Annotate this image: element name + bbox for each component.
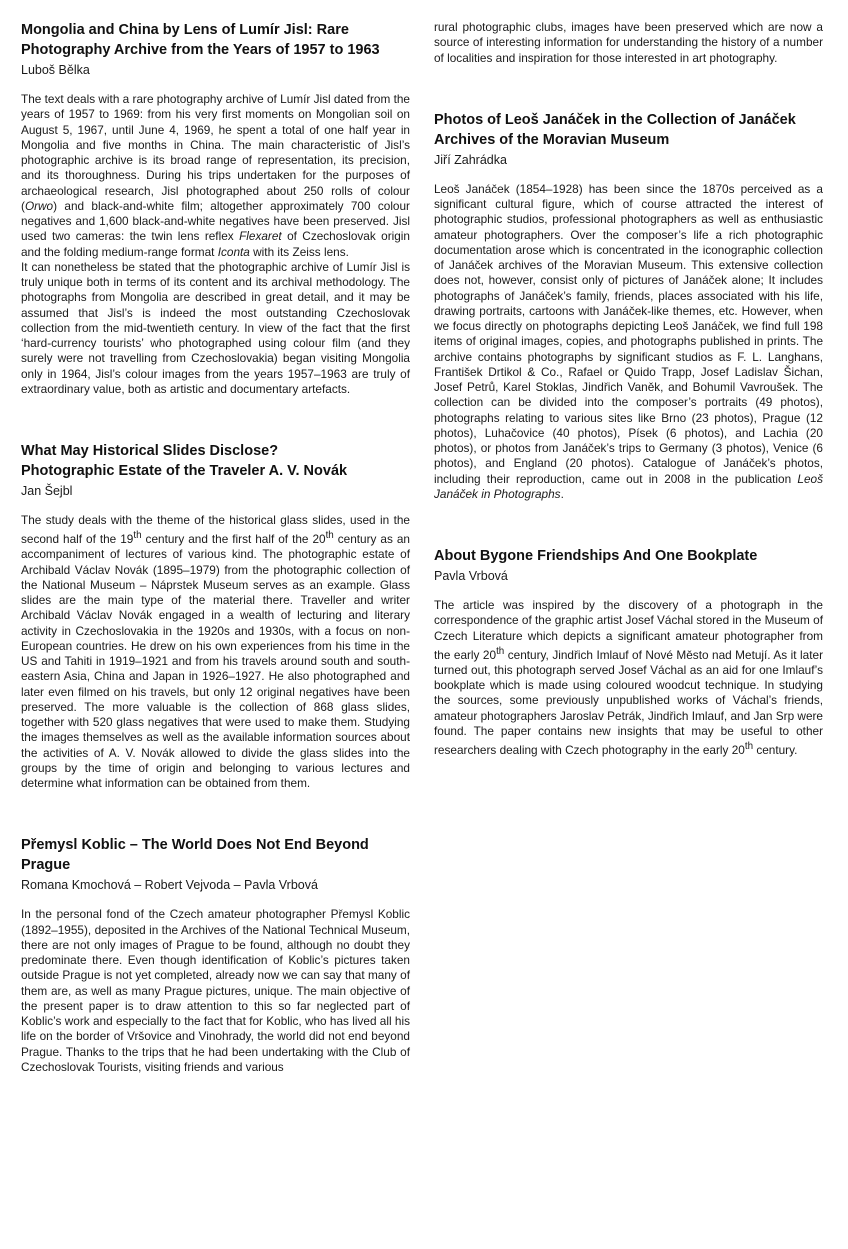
superscript: th <box>744 741 754 753</box>
article-title: About Bygone Friendships And One Bookplate <box>434 548 758 564</box>
right-column <box>434 20 823 758</box>
article-vachal <box>434 546 823 758</box>
article-author: Jan Šejbl <box>21 484 73 498</box>
abstract-text: century and the first half of the 20 <box>141 532 326 547</box>
abstract-paragraph: In the personal fond of the Czech amateur photographer Přemysl Koblic (1892–1955), deposited in the Archives of the National Technical Museum, there are not only images of Prague to be found, although no doubt they predominate there. Even though identification of Koblic’s pictures taken outside Prague is not yet completed, already now we can say that many of them are, as well as many Prague pictures, unique. The main objective of the present paper is to draw attention to this so far neglected part of Koblic’s work and especially to the fact that for Koblic, who has lived all his life on the border of Vršovice and Vinohrady, the world did not end beyond Prague. Thanks to the trips that he had been undertaking with the Club of Czechoslovak Tourists, visiting friends and various <box>21 907 410 1074</box>
abstract-continuation: rural photographic clubs, images have been preserved which are now a source of interesting information for understanding the history of a number of localities and inspiration for those interested in art photography. <box>434 20 823 65</box>
article-title: Přemysl Koblic – The World Does Not End Beyond Prague <box>21 837 369 874</box>
title-line-2: Photographic Estate of the Traveler A. V. Novák <box>21 463 348 479</box>
italic-term: Flexaret <box>239 229 282 244</box>
abstract-text: The study deals with the theme of the historical glass slides, used in the second half of the 19 <box>21 513 410 547</box>
left-column <box>21 20 410 1075</box>
article-koblic <box>21 835 410 1075</box>
abstract-paragraph <box>21 92 410 260</box>
abstract-paragraph-2: It can nonetheless be stated that the photographic archive of Lumír Jisl is truly unique both in terms of its content and its archival methodology. The photographs from Mongolia are described in great detail, and it may be assumed that Jisl’s is indeed the most outstanding Czechoslovak collection from the mid-twentieth century. In view of the fact that the first ‘hard-currency tourists’ who photographed using colour film (and they surely were not travelling from Czechoslovakia) began visiting Mongolia only in 1964, Jisl’s colour images from the years 1957–1963 are truly of extraordinary value, both as artistic and documentary artefacts. <box>21 259 410 396</box>
article-jisl <box>21 20 410 397</box>
abstract-text: The text deals with a rare photography archive of Lumír Jisl dated from the years of 1957 to 1969: from his very first moments on Mongolian soil on August 5, 1967, until June 4, 1969, he spent a total of one half year in Mongolia and five months in China. The main characteristic of Jisl’s photographic archive is its broad range of representation, its precision, and its thoroughness. During his trips undertaken for the purposes of archaeological research, Jisl photographed about 250 rolls of colour ( <box>21 92 410 213</box>
article-title <box>21 20 410 60</box>
abstract-paragraph <box>434 182 823 502</box>
abstract-paragraph <box>434 598 823 758</box>
title-line-2: Archives of the Moravian Museum <box>434 131 670 148</box>
article-novak <box>21 441 410 791</box>
article-author: Romana Kmochová – Robert Vejvoda – Pavla Vrbová <box>21 878 318 893</box>
title-line-2: Photography Archive from the Years of 1957 to 1963 <box>21 42 380 58</box>
abstract-text: of Czechoslovak origin and the folding medium-range format <box>21 229 410 259</box>
italic-term: Leoš Janáček in Photographs <box>434 471 823 501</box>
title-line-1: What May Historical Slides Disclose? <box>21 443 279 459</box>
abstract-text: . <box>560 486 564 501</box>
abstract-text: Leoš Janáček (1854–1928) has been since the 1870s perceived as a significant cultural figure, which of course attracted the interest of photographic studios, professional photographers as well as enthusiastic amateur photographers. Over the composer’s life a rich photographic documentation arose which is concentrated in the iconographic collection of Janáček archives of the Moravian Museum. This extensive collection does not, however, consist only of pictures of Janáček alone; It includes photographs of Janáček’s family, friends, places associated with his life, drawing portraits, cartoons with Janáček-like themes, etc. However, when we focus directly on photographs depicting Leoš Janáček, we find full 198 items of original images, copies, and photographs published in prints. The archive contains photographs by significant studios as F. L. Langhans, František Drtikol & Co., Rafael or Quido Trapp, Josef Ladislav Šichan, Josef Petrů, Karel Stoklas, Jindřich Vaněk, and Bohumil Vavroušek. The collection can be divided into the composer’s portraits (49 photos), photographs relating to various sites like Brno (23 photos), Prague (12 photos), Luhačovice (40 photos), Písek (6 photos), and Lachia (20 photos), or photos from Janáček’s trips to Germany (3 photos), Venice (6 photos), and England (20 photos). Catalogue of Janáček’s photos, including their reproduction, came out in 2008 in the publication <box>434 181 823 486</box>
superscript: th <box>133 530 142 542</box>
article-author: Luboš Bělka <box>21 63 90 77</box>
article-janacek <box>434 110 823 502</box>
superscript: th <box>496 645 505 657</box>
article-title <box>21 441 410 481</box>
abstract-text: The article was inspired by the discovery of a photograph in the correspondence of the graphic artist Josef Váchal stored in the Museum of Czech Literature which depicts a significant amateur photographer from the early 20 <box>434 598 823 662</box>
abstract-text: with its Zeiss lens. <box>249 244 349 259</box>
abstract-text: century, Jindřich Imlauf of Nové Město nad Metují. As it later turned out, this photograph served Josef Váchal as an aid for one Imlauf’s bookplate which is made using coloured woodcut technique. In studying the sources, some previously unpublished works of Váchal’s friends, amateur photographers Jaroslav Petrák, Jindřich Imlauf, and Jan Srp were found. The paper contains new insights that may be useful to other researchers dealing with Czech photography in the early 20 <box>434 647 823 758</box>
italic-term: Orwo <box>24 198 54 213</box>
abstract-text: century as an accompaniment of lectures of various kind. The photographic estate of Archibald Václav Novák (1895–1979) from the photographic collection of the National Museum – Náprstek Museum serves as an example. Glass slides are the main type of the material there. Traveller and writer Archibald Václav Novák engaged in a wealth of lecturing and literary activity in Czechoslovakia in the 1920s and 1930s, with a focus on non-European countries. He drew on his own experiences from his time in the US and Tahiti in 1919–1921 and from his travels around south and south-eastern Asia, China and Japan in 1926–1927. He also photographed and later even filmed on his travels, but only 12 original negatives have been preserved. The more valuable is the collection of 868 glass slides, together with 520 glass negatives that were used to make them. Studying the images themselves as well as the available information sources about the activities of A. V. Novák allowed to divide the glass slides into the groups by the time of origin and belonging to various lectures and determine what information can be obtained from them. <box>21 532 410 791</box>
superscript: th <box>325 530 334 542</box>
abstract-text: century. <box>753 743 798 758</box>
article-author: Pavla Vrbová <box>434 569 508 583</box>
title-line-1: Mongolia and China by Lens of Lumír Jisl: Rare <box>21 22 349 38</box>
abstract-text: ) and black-and-white film; altogether approximately 700 colour negatives and 1,600 black-and-white negatives have been preserved. Jisl used two cameras: the twin lens reflex <box>21 198 410 244</box>
title-line-1: Photos of Leoš Janáček in the Collection of Janáček <box>434 111 796 128</box>
article-title <box>434 110 823 150</box>
abstract-paragraph <box>21 513 410 791</box>
italic-term: Iconta <box>217 244 250 259</box>
article-author: Jiří Zahrádka <box>434 152 507 167</box>
